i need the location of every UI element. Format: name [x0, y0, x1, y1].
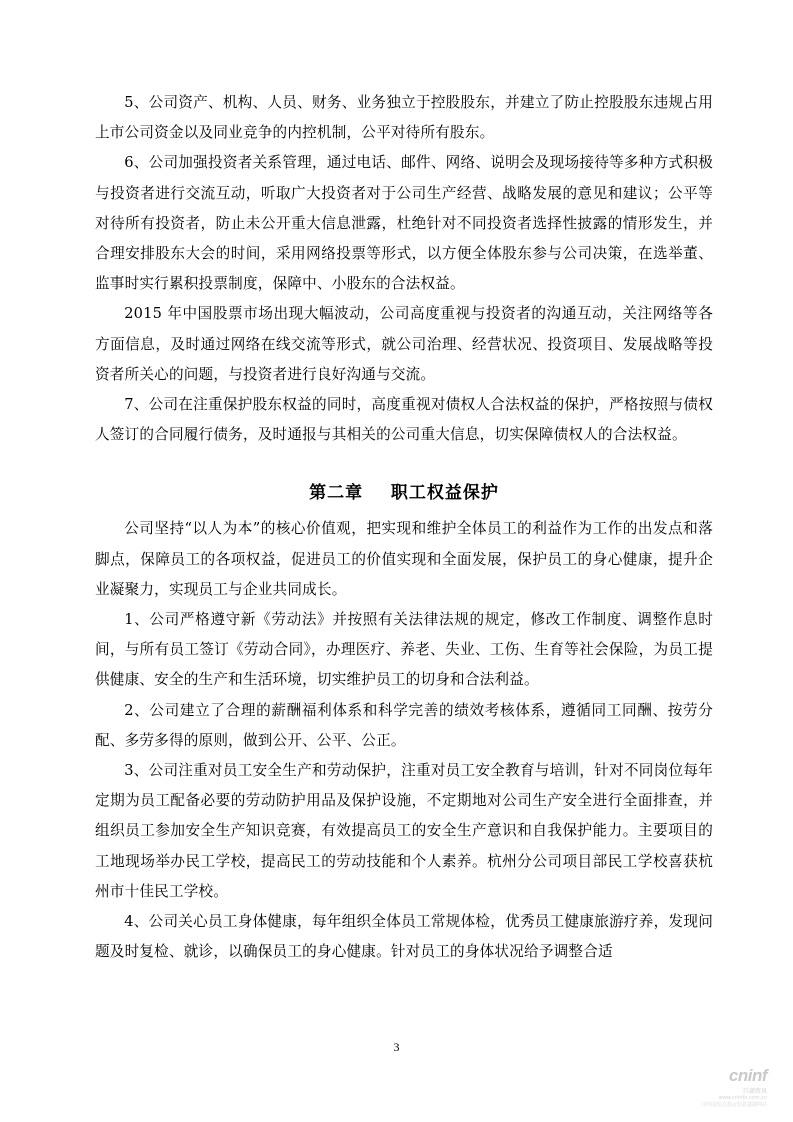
paragraph-2015-market: 2015 年中国股票市场出现大幅波动，公司高度重视与投资者的沟通互动，关注网络等各方面信息，及时通过网络在线交流等形式，就公司治理、经营状况、投资项目、发展战略等投资者所关心的问题，与投资者进行良好沟通与交流。 [95, 305, 713, 383]
document-body [95, 88, 713, 967]
paragraph-shareholder-independence: 5、公司资产、机构、人员、财务、业务独立于控股股东，并建立了防止控股股东违规占用上市公司资金以及同业竞争的内控机制，公平对待所有股东。 [95, 94, 713, 142]
watermark-subtitle: 巨潮资讯 [742, 1088, 767, 1095]
paragraph-people-oriented: 公司坚持“以人为本”的核心价值观，把实现和维护全体员工的利益作为工作的出发点和落脚点，保障员工的各项权益，促进员工的价值实现和全面发展，保护员工的身心健康，提升企业凝聚力，实现员工与企业共同成长。 [95, 520, 713, 598]
paragraph-compensation: 2、公司建立了合理的薪酬福利体系和科学完善的绩效考核体系，遵循同工同酬、按劳分配、多劳多得的原则，做到公开、公平、公正。 [95, 701, 713, 749]
paragraph-labor-law: 1、公司严格遵守新《劳动法》并按照有关法律法规的规定，修改工作制度、调整作息时间，与所有员工签订《劳动合同》，办理医疗、养老、失业、工伤、生育等社会保险，为员工提供健康、安全的生产和生活环境，切实维护员工的切身和合法利益。 [95, 611, 713, 689]
page-number: 3 [393, 1040, 400, 1054]
cninfo-watermark [671, 1066, 767, 1108]
paragraph-safety: 3、公司注重对员工安全生产和劳动保护，注重对员工安全教育与培训，针对不同岗位每年定期为员工配备必要的劳动防护用品及保护设施，不定期地对公司生产安全进行全面排查，并组织员工参加安全生产知识竞赛，有效提高员工的安全生产意识和自我保护能力。主要项目的工地现场举办民工学校，提高民工的劳动技能和个人素养。杭州分公司项目部民工学校喜获杭州市十佳民工学校。 [95, 762, 713, 900]
watermark-site: www.cninfo.com.cn [718, 1095, 767, 1101]
paragraph-creditor-rights: 7、公司在注重保护股东权益的同时，高度重视对债权人合法权益的保护，严格按照与债权人签订的合同履行债务，及时通报与其相关的公司重大信息，切实保障债权人的合法权益。 [95, 396, 713, 444]
paragraph-health: 4、公司关心员工身体健康，每年组织全体员工常规体检，优秀员工健康旅游疗养，发现问题及时复检、就诊，以确保员工的身心健康。针对员工的身体状况给予调整合适 [95, 913, 713, 961]
chapter-title: 第二章 职工权益保护 [309, 483, 499, 504]
paragraph-investor-relations: 6、公司加强投资者关系管理，通过电话、邮件、网络、说明会及现场接待等多种方式积极与投资者进行交流互动，听取广大投资者对于公司生产经营、战略发展的意见和建议；公平等对待所有投资者，防止未公开重大信息泄露，杜绝针对不同投资者选择性披露的情形发生，并合理安排股东大会的时间，采用网络投票等形式，以方便全体股东参与公司决策，在选举董、监事时实行累积投票制度，保障中、小股东的合法权益。 [95, 154, 713, 293]
watermark-org: 中国证监会指定信息披露网站 [701, 1102, 767, 1108]
watermark-logo: cninf [728, 1066, 767, 1085]
